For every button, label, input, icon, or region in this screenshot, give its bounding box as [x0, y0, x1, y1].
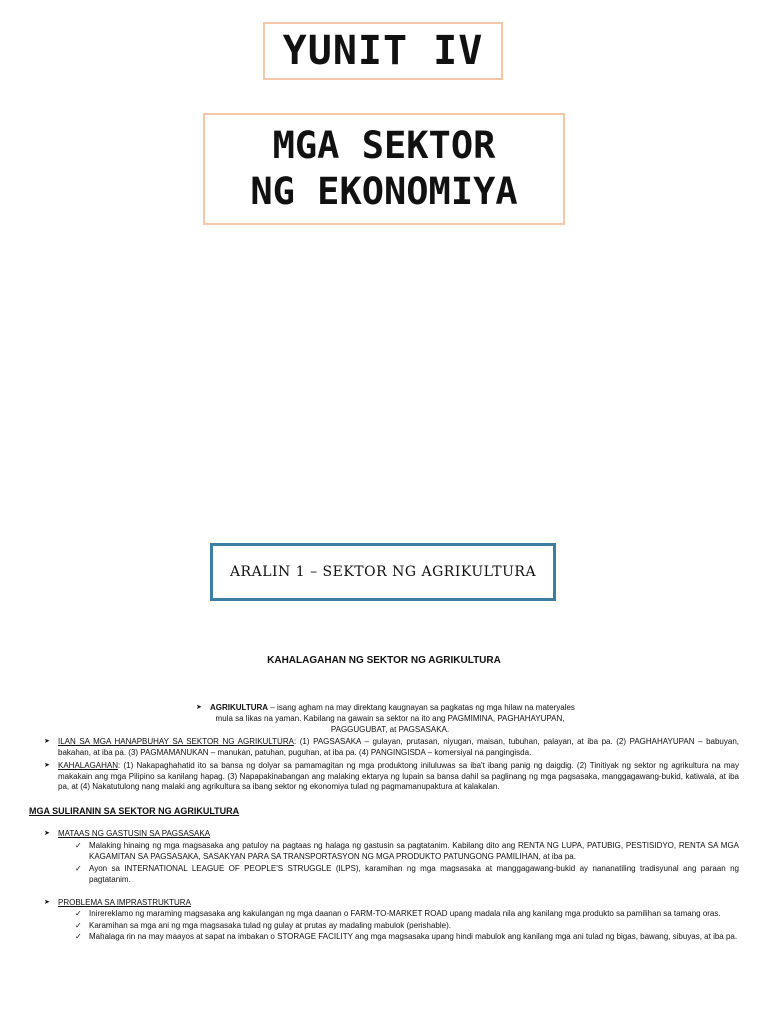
arrow-bullet-icon: ➤: [44, 762, 50, 769]
agrikultura-line-3: PAGGUGUBAT, at PAGSASAKA.: [330, 725, 450, 734]
mataas-item-1: Malaking hinaing ng mga magsasaka ang patuloy na pagtaas ng halaga ng gastusin sa pagtatanim. Kabilang dito ang RENTA NG LUPA, PATUBIG, PESTISIDYO, RENTA SA MGA KAGAMITAN SA PAGSASAKA, SASAKYAN PARA SA TRANSPORTASYON NG MGA PRODUKTO PATUNGONG PAMILIHAN, at iba pa.: [89, 841, 739, 861]
agrikultura-term: AGRIKULTURA: [210, 703, 269, 712]
main-heading: KAHALAGAHAN NG SEKTOR NG AGRIKULTURA: [267, 655, 501, 666]
ilan-label: ILAN SA MGA HANAPBUHAY SA SEKTOR NG AGRIKULTURA: [58, 737, 294, 746]
lesson-title: ARALIN 1 – SEKTOR NG AGRIKULTURA: [210, 543, 556, 601]
problema-item-2: Karamihan sa mga ani ng mga magsasaka tulad ng gulay at prutas ay madaling mabulok (perishable).: [89, 921, 451, 930]
subtitle-line-2: NG EKONOMIYA: [250, 170, 518, 213]
problema-item-3: Mahalaga rin na may maayos at sapat na imbakan o STORAGE FACILITY ang mga magsasaka upang hindi mabulok ang kanilang mga ani tulad ng bigas, bawang, sibuyas, at iba pa.: [89, 932, 738, 941]
suliranin-heading: MGA SULIRANIN SA SEKTOR NG AGRIKULTURA: [29, 806, 240, 816]
agrikultura-line-2: mula sa likas na yaman. Kabilang na gawain sa sektor na ito ang PAGMIMINA, PAGHAHAYUPAN,: [215, 714, 565, 723]
arrow-bullet-icon: ➤: [44, 899, 50, 906]
check-icon: ✓: [75, 921, 82, 930]
kahalagahan-text: : (1) Nakapaghahatid ito sa bansa ng dolyar sa pamamagitan ng mga produktong iniluluwas sa iba't ibang panig ng daigdig. (2) Tinitiyak ng sektor ng agrikultura na may makakain ang mga Pilipino sa kanilang hapag. (3) Napapakinabangan ang malaking ektarya ng lupain sa bansa dahil sa paglinang ng mga pagsasaka, manggagawang-bukid, katiwala, at iba pa, at (4) Nakatutulong nang malaki ang agrikultura sa ibang sektor ng ekonomiya tulad ng pagmamanupaktura at kalakalan.: [58, 761, 739, 791]
unit-title: YUNIT IV: [263, 22, 503, 80]
problema-label: PROBLEMA SA IMPRASTRUKTURA: [58, 898, 191, 907]
ilan-text: : (1) PAGSASAKA – gulayan, prutasan, niyugan, maisan, tubuhan, palayan, at iba pa. (2) PAGHAHAYUPAN – babuyan, bakahan, at iba pa. (3) PAGMAMANUKAN – manukan, patuhan, puguhan, at iba pa. (4) PANGINGISDA – komersiyal na pangingisda.: [58, 737, 739, 757]
check-icon: ✓: [75, 864, 82, 873]
unit-subtitle: [203, 113, 565, 225]
agrikultura-def-1: – isang agham na may direktang kaugnayan sa pagkatas ng mga hilaw na materyales: [268, 703, 575, 712]
arrow-bullet-icon: ➤: [196, 704, 202, 711]
kahalagahan-label: KAHALAGAHAN: [58, 761, 119, 770]
kahalagahan-paragraph: [58, 761, 739, 793]
mataas-item-2: Ayon sa INTERNATIONAL LEAGUE OF PEOPLE'S STRUGGLE (ILPS), karamihan ng mga magsasaka at manggagawang-bukid ay nananatiling tradisyunal ang paraan ng pagtatanim.: [89, 864, 739, 884]
check-icon: ✓: [75, 841, 82, 850]
mataas-label: MATAAS NG GASTUSIN SA PAGSASAKA: [58, 829, 211, 838]
check-icon: ✓: [75, 909, 82, 918]
subtitle-line-1: MGA SEKTOR: [272, 124, 496, 167]
arrow-bullet-icon: ➤: [44, 830, 50, 837]
agrikultura-line-1: [210, 703, 630, 714]
ilan-paragraph: [58, 737, 739, 758]
problema-item-1: Inirereklamo ng maraming magsasaka ang kakulangan ng mga daanan o FARM-TO-MARKET ROAD upang madala nila ang kanilang mga produkto sa pamilihan sa tamang oras.: [89, 909, 721, 918]
arrow-bullet-icon: ➤: [44, 738, 50, 745]
check-icon: ✓: [75, 932, 82, 941]
